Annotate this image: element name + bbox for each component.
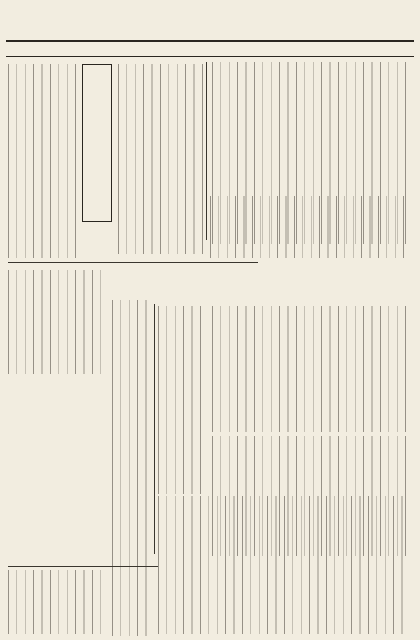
section-rule-upper bbox=[8, 262, 258, 263]
movie-title-box bbox=[82, 64, 112, 222]
movie-body-right bbox=[118, 64, 204, 254]
writing-body-left bbox=[158, 306, 208, 494]
column-rule-mid bbox=[154, 304, 155, 554]
writing-lead-body bbox=[210, 196, 410, 258]
writing-body-upper bbox=[212, 306, 410, 432]
movie-body-left bbox=[8, 64, 78, 258]
column-rule bbox=[206, 62, 207, 240]
dateline bbox=[6, 43, 414, 55]
women-body-right bbox=[112, 300, 154, 636]
women-body-upper bbox=[8, 270, 108, 374]
section-rule-lower bbox=[8, 566, 158, 567]
women-title-block bbox=[46, 380, 108, 562]
bottom-body bbox=[158, 496, 410, 634]
women-body-bottom bbox=[8, 570, 108, 634]
masthead bbox=[0, 0, 420, 38]
top-rule bbox=[6, 40, 414, 42]
dateline-rule bbox=[6, 56, 414, 57]
